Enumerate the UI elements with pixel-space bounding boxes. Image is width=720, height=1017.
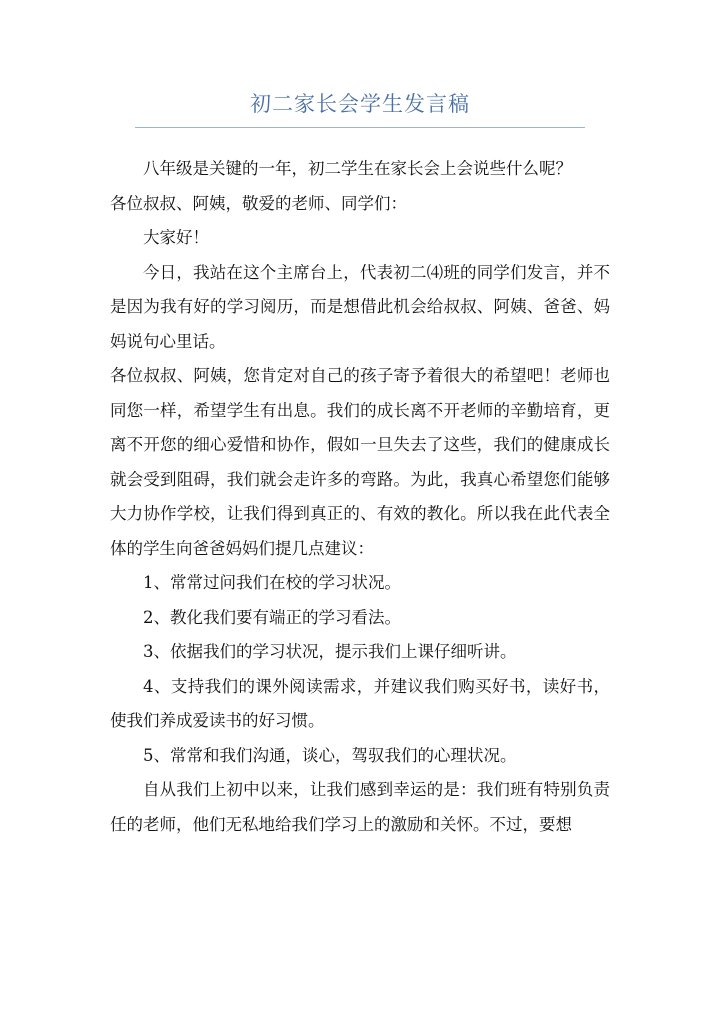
paragraph: 各位叔叔、阿姨，您肯定对自己的孩子寄予着很大的希望吧！老师也同您一样，希望学生有出息。我们的成长离不开老师的辛勤培育，更离不开您的细心爱惜和协作，假如一旦失去了这些，我们的健康成长就会受到阻碍，我们就会走许多的弯路。为此，我真心希望您们能够大力协作学校，让我们得到真正的、有效的教化。所以我在此代表全体的学生向爸爸妈妈们提几点建议： [110,366,610,558]
document-body [110,152,610,842]
list-item: 1、常常过问我们在校的学习状况。 [143,573,401,592]
list-item: 3、依据我们的学习状况，提示我们上课仔细听讲。 [143,642,517,661]
document-title: 初二家长会学生发言稿 [250,92,470,116]
paragraph: 各位叔叔、阿姨，敬爱的老师、同学们： [110,193,407,213]
title-divider [135,127,585,128]
paragraph: 今日，我站在这个主席台上，代表初二⑷班的同学们发言，并不是因为我有好的学习阅历，而是想借此机会给叔叔、阿姨、爸爸、妈妈说句心里话。 [110,262,610,351]
paragraph: 自从我们上初中以来，让我们感到幸运的是：我们班有特别负责任的老师，他们无私地给我们学习上的激励和关怀。不过，要想 [110,780,610,834]
list-item: 4、支持我们的课外阅读需求，并建议我们购买好书，读好书，使我们养成爱读书的好习惯。 [110,676,610,730]
list-item: 5、常常和我们沟通，谈心，驾驭我们的心理状况。 [143,745,517,765]
paragraph: 大家好！ [143,228,209,247]
list-item: 2、教化我们要有端正的学习看法。 [143,607,401,627]
paragraph: 八年级是关键的一年，初二学生在家长会上会说些什么呢？ [143,159,572,178]
